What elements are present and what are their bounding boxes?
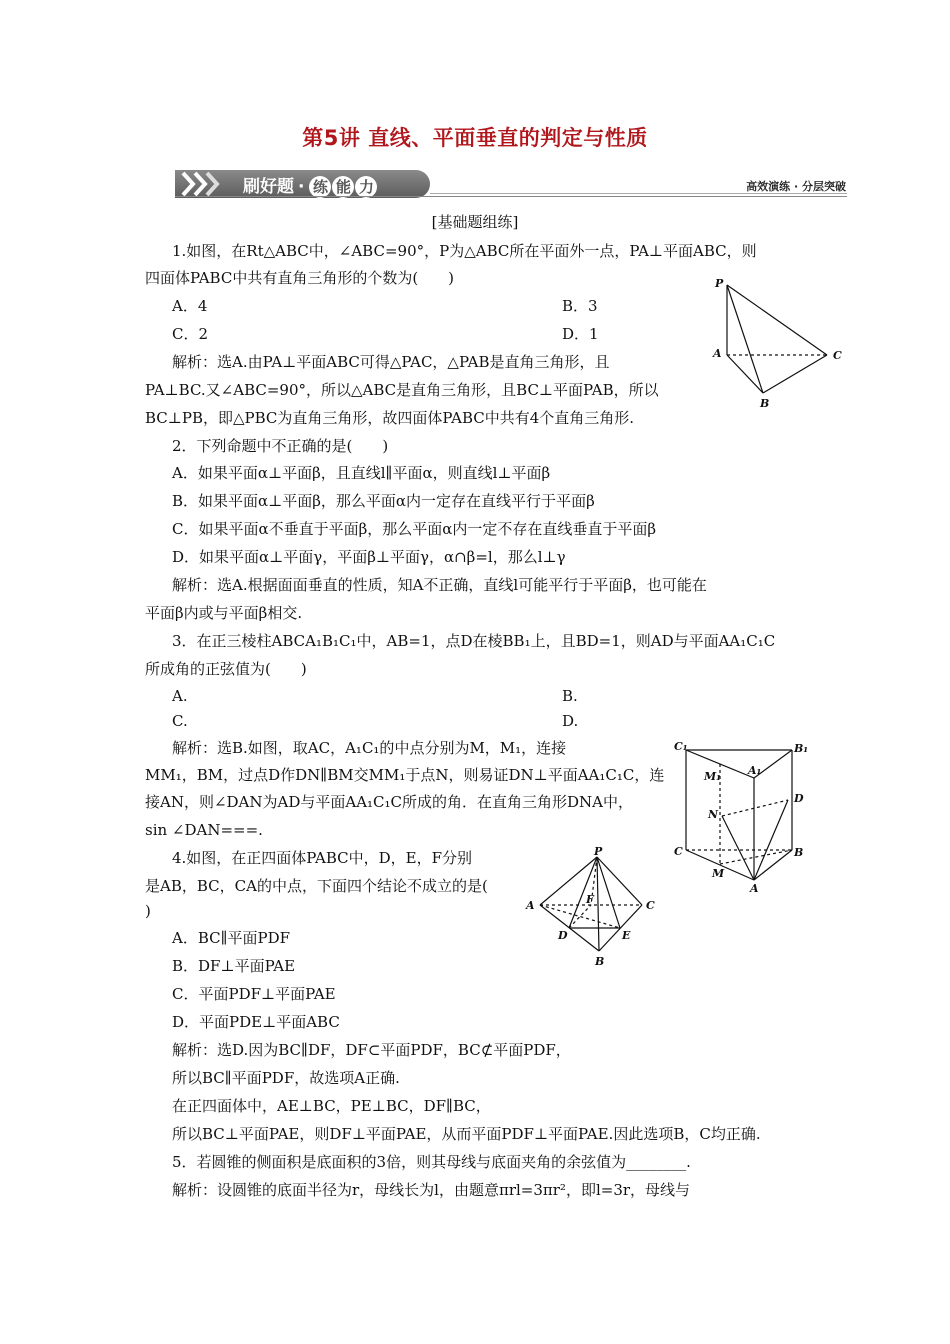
text-line: sin ∠DAN===. — [145, 821, 263, 839]
option-b: B．如果平面α⊥平面β，那么平面α内一定存在直线平行于平面β — [172, 492, 595, 510]
text-line: 解析：选A.由PA⊥平面ABC可得△PAC，△PAB是直角三角形，且 — [172, 353, 610, 371]
fig2-label-m1: M₁ — [704, 770, 721, 783]
fig2-label-d: D — [794, 792, 804, 805]
text-line: 接AN，则∠DAN为AD与平面AA₁C₁C所成的角．在直角三角形DNA中， — [145, 793, 634, 811]
fig3-label-f: F — [586, 893, 594, 906]
text-line: 所成角的正弦值为( ) — [145, 660, 307, 678]
fig2-label-a1: A₁ — [748, 764, 762, 777]
banner-left-text: 刷好题 — [243, 177, 294, 197]
option-c: C．2 — [172, 325, 209, 343]
text-line: 解析：选D.因为BC∥DF，DF⊂平面PDF，BC⊄平面PDF， — [172, 1041, 571, 1059]
text-line: 所以BC∥平面PDF，故选项A正确. — [172, 1069, 400, 1087]
text-line: 是AB，BC，CA的中点，下面四个结论不成立的是( — [145, 877, 488, 895]
fig3-label-e: E — [622, 929, 631, 942]
fig3-label-c: C — [646, 899, 655, 912]
option-a: A．如果平面α⊥平面β，且直线l∥平面α，则直线l⊥平面β — [172, 464, 551, 482]
chevron-arrows-icon — [175, 170, 235, 198]
option-d: D．如果平面α⊥平面γ，平面β⊥平面γ，α∩β=l，那么l⊥γ — [172, 548, 566, 566]
option-a: A．BC∥平面PDF — [172, 929, 291, 947]
banner-char-3: 力 — [355, 176, 377, 198]
fig3-label-b: B — [595, 955, 605, 968]
text-line: 1.如图，在Rt△ABC中，∠ABC=90°，P为△ABC所在平面外一点，PA⊥平面ABC，则 — [172, 242, 757, 260]
option-c: C. — [172, 712, 188, 730]
fig3-label-a: A — [526, 899, 535, 912]
header-rule — [175, 196, 847, 197]
option-d: D．平面PDE⊥平面ABC — [172, 1013, 340, 1031]
figure-prism — [670, 738, 820, 898]
option-c: C．平面PDF⊥平面PAE — [172, 985, 336, 1003]
text-line: 3．在正三棱柱ABCA₁B₁C₁中，AB=1，点D在棱BB₁上，且BD=1，则AD与平面AA₁C₁C — [172, 632, 776, 650]
text-line: 四面体PABC中共有直角三角形的个数为( ) — [145, 269, 455, 287]
text-line: MM₁，BM，过点D作DN∥BM交MM₁于点N，则易证DN⊥平面AA₁C₁C，连 — [145, 766, 665, 784]
text-line: BC⊥PB，即△PBC为直角三角形，故四面体PABC中共有4个直角三角形. — [145, 409, 635, 427]
banner-label — [243, 172, 377, 198]
text-line: 解析：选B.如图，取AC，A₁C₁的中点分别为M，M₁，连接 — [172, 739, 567, 757]
banner-char-2: 能 — [332, 176, 354, 198]
fig3-label-d: D — [558, 929, 568, 942]
section-heading: [基础题组练] — [431, 213, 519, 231]
text-line: 平面β内或与平面β相交. — [145, 604, 303, 622]
fig2-label-n: N — [708, 808, 719, 821]
option-c: C．如果平面α不垂直于平面β，那么平面α内一定不存在直线垂直于平面β — [172, 520, 657, 538]
text-line: 2．下列命题中不正确的是( ) — [172, 437, 389, 455]
section-banner — [175, 170, 430, 198]
page-title: 第5讲 直线、平面垂直的判定与性质 — [302, 126, 648, 150]
fig2-label-c: C — [674, 845, 683, 858]
option-b: B. — [562, 687, 578, 705]
option-a: A．4 — [172, 297, 208, 315]
fig3-label-p: P — [594, 845, 603, 858]
option-b: B．3 — [562, 297, 598, 315]
text-line: PA⊥BC.又∠ABC=90°，所以△ABC是直角三角形，且BC⊥平面PAB，所以 — [145, 381, 659, 399]
text-line: 所以BC⊥平面PAE，则DF⊥平面PAE，从而平面PDF⊥平面PAE.因此选项B，C均正确. — [172, 1125, 761, 1143]
fig1-label-p: P — [715, 277, 724, 290]
text-line: 解析：选A.根据面面垂直的性质，知A不正确，直线l可能平行于平面β，也可能在 — [172, 576, 707, 594]
option-d: D．1 — [562, 325, 599, 343]
header-tagline: 高效演练 · 分层突破 — [746, 180, 846, 193]
figure-tetrahedron-pabc — [705, 275, 855, 415]
text-line: 4.如图，在正四面体PABC中，D，E，F分别 — [172, 849, 473, 867]
fig1-label-c: C — [833, 349, 842, 362]
text-line: 在正四面体中，AE⊥BC，PE⊥BC，DF∥BC， — [172, 1097, 491, 1115]
fig2-label-m: M — [712, 867, 725, 880]
text-line: ) — [145, 902, 151, 920]
fig1-label-b: B — [760, 397, 770, 410]
fig2-label-c1: C₁ — [674, 740, 688, 753]
option-b: B．DF⊥平面PAE — [172, 957, 296, 975]
fig1-label-a: A — [713, 347, 722, 360]
fig2-label-b1: B₁ — [794, 742, 809, 755]
banner-dot: · — [298, 177, 305, 197]
text-line: 5．若圆锥的侧面积是底面积的3倍，则其母线与底面夹角的余弦值为________. — [172, 1153, 691, 1171]
fig2-label-b: B — [794, 846, 804, 859]
option-a: A. — [172, 687, 188, 705]
figure-regular-tetrahedron — [522, 845, 662, 970]
text-line: 解析：设圆锥的底面半径为r，母线长为l，由题意πrl=3πr²，即l=3r，母线与 — [172, 1181, 691, 1199]
option-d: D. — [562, 712, 579, 730]
banner-char-1: 练 — [309, 176, 331, 198]
fig2-label-a: A — [750, 882, 759, 895]
